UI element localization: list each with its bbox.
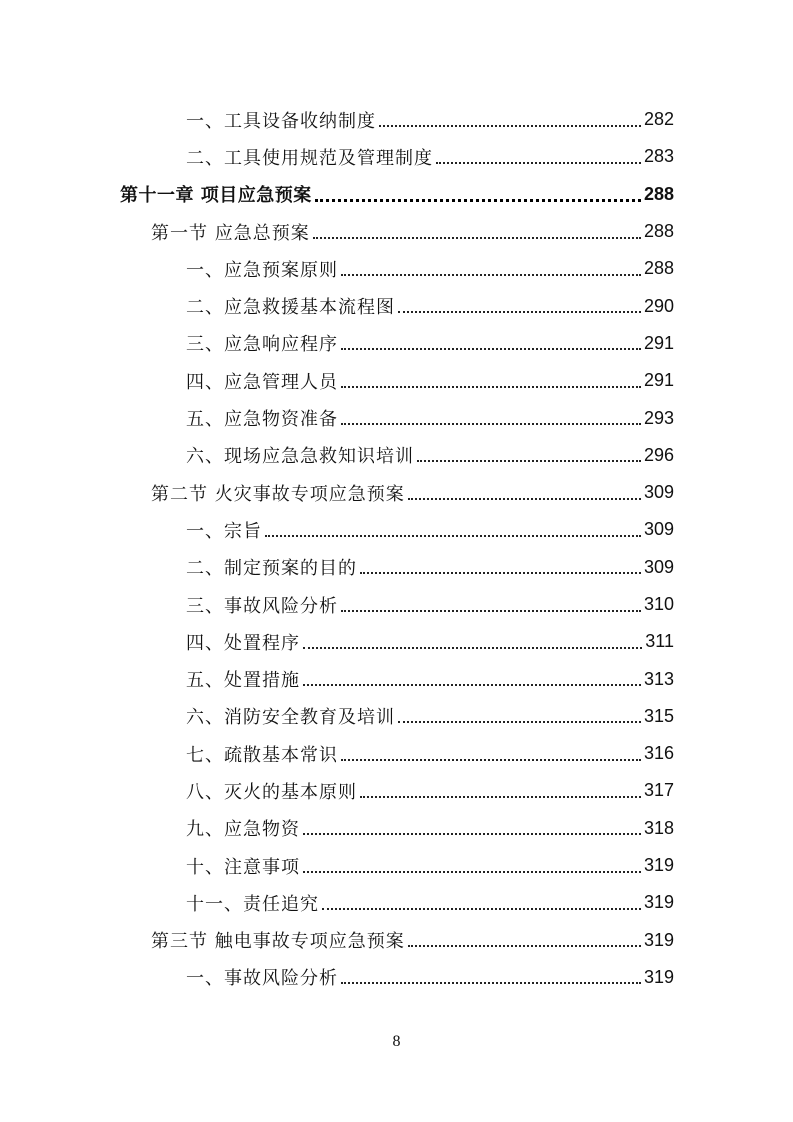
toc-entry-page: 288 bbox=[643, 221, 674, 242]
toc-item-entry[interactable] bbox=[0, 399, 793, 436]
toc-section-entry[interactable] bbox=[0, 922, 793, 959]
toc-item-entry[interactable] bbox=[0, 660, 793, 697]
dot-leader bbox=[408, 498, 641, 500]
table-of-contents bbox=[0, 101, 793, 996]
toc-entry-label: 十一、责任追究 bbox=[186, 893, 319, 915]
toc-entry-label: 七、疏散基本常识 bbox=[186, 744, 338, 766]
dot-leader bbox=[436, 162, 641, 164]
toc-entry-label: 第三节 触电事故专项应急预案 bbox=[151, 931, 405, 953]
dot-leader bbox=[341, 386, 641, 388]
toc-item-entry[interactable] bbox=[0, 772, 793, 809]
toc-entry-label: 五、处置措施 bbox=[186, 670, 300, 692]
dot-leader bbox=[341, 982, 641, 984]
dot-leader bbox=[322, 908, 641, 910]
toc-entry-label: 二、工具使用规范及管理制度 bbox=[186, 147, 433, 169]
toc-entry-page: 290 bbox=[643, 295, 674, 316]
toc-entry-label: 一、宗旨 bbox=[186, 520, 262, 542]
page-number: 8 bbox=[392, 1033, 401, 1050]
toc-item-entry[interactable] bbox=[0, 437, 793, 474]
dot-leader bbox=[341, 759, 641, 761]
dot-leader bbox=[379, 125, 641, 127]
toc-entry-page: 288 bbox=[643, 183, 674, 204]
toc-item-entry[interactable] bbox=[0, 250, 793, 287]
dot-leader bbox=[398, 721, 641, 723]
toc-entry-label: 第二节 火灾事故专项应急预案 bbox=[151, 483, 405, 505]
toc-item-entry[interactable] bbox=[0, 810, 793, 847]
dot-leader bbox=[417, 460, 641, 462]
toc-item-entry[interactable] bbox=[0, 511, 793, 548]
toc-entry-page: 291 bbox=[643, 370, 674, 391]
toc-item-entry[interactable] bbox=[0, 362, 793, 399]
toc-chapter-entry[interactable] bbox=[0, 176, 793, 213]
toc-entry-page: 310 bbox=[643, 594, 674, 614]
toc-item-entry[interactable] bbox=[0, 735, 793, 772]
dot-leader bbox=[408, 945, 641, 947]
toc-entry-page: 319 bbox=[643, 929, 674, 950]
dot-leader bbox=[341, 423, 641, 425]
toc-entry-page: 313 bbox=[643, 668, 674, 689]
toc-entry-label: 十、注意事项 bbox=[186, 856, 300, 878]
toc-item-entry[interactable] bbox=[0, 698, 793, 735]
toc-entry-label: 第一节 应急总预案 bbox=[151, 222, 310, 244]
toc-entry-page: 283 bbox=[643, 146, 674, 167]
toc-entry-label: 四、处置程序 bbox=[186, 632, 300, 654]
dot-leader bbox=[315, 199, 641, 202]
toc-item-entry[interactable] bbox=[0, 959, 793, 996]
toc-entry-page: 311 bbox=[645, 631, 674, 652]
toc-item-entry[interactable] bbox=[0, 101, 793, 138]
toc-item-entry[interactable] bbox=[0, 287, 793, 324]
toc-entry-page: 319 bbox=[643, 966, 674, 987]
dot-leader bbox=[341, 348, 641, 350]
dot-leader bbox=[360, 572, 641, 574]
toc-entry-page: 317 bbox=[643, 780, 674, 801]
toc-entry-label: 第十一章 项目应急预案 bbox=[120, 185, 312, 207]
dot-leader bbox=[303, 871, 641, 873]
toc-entry-label: 二、应急救援基本流程图 bbox=[186, 297, 395, 319]
toc-entry-page: 309 bbox=[643, 556, 674, 577]
dot-leader bbox=[360, 796, 641, 798]
toc-entry-page: 293 bbox=[643, 407, 674, 428]
toc-entry-page: 318 bbox=[643, 817, 674, 838]
toc-entry-page: 319 bbox=[643, 855, 674, 876]
toc-entry-label: 三、应急响应程序 bbox=[186, 334, 338, 356]
toc-entry-label: 三、事故风险分析 bbox=[186, 595, 338, 617]
toc-entry-label: 六、现场应急急救知识培训 bbox=[186, 446, 414, 468]
toc-section-entry[interactable] bbox=[0, 213, 793, 250]
dot-leader bbox=[341, 610, 641, 612]
dot-leader bbox=[303, 833, 641, 835]
toc-section-entry[interactable] bbox=[0, 474, 793, 511]
toc-entry-page: 288 bbox=[643, 258, 674, 279]
toc-entry-label: 九、应急物资 bbox=[186, 819, 300, 841]
dot-leader bbox=[398, 311, 641, 313]
toc-item-entry[interactable] bbox=[0, 138, 793, 175]
toc-item-entry[interactable] bbox=[0, 884, 793, 921]
dot-leader bbox=[303, 684, 641, 686]
toc-entry-label: 一、应急预案原则 bbox=[186, 259, 338, 281]
dot-leader bbox=[341, 274, 641, 276]
toc-entry-page: 282 bbox=[643, 109, 674, 130]
toc-entry-page: 319 bbox=[643, 892, 674, 913]
dot-leader bbox=[303, 647, 642, 649]
toc-item-entry[interactable] bbox=[0, 586, 793, 623]
toc-item-entry[interactable] bbox=[0, 847, 793, 884]
toc-item-entry[interactable] bbox=[0, 549, 793, 586]
toc-entry-label: 五、应急物资准备 bbox=[186, 409, 338, 431]
toc-entry-label: 一、工具设备收纳制度 bbox=[186, 110, 376, 132]
toc-entry-label: 四、应急管理人员 bbox=[186, 371, 338, 393]
dot-leader bbox=[265, 535, 641, 537]
toc-entry-page: 315 bbox=[643, 705, 674, 726]
toc-item-entry[interactable] bbox=[0, 623, 793, 660]
toc-entry-page: 316 bbox=[643, 743, 674, 764]
dot-leader bbox=[313, 237, 641, 239]
toc-entry-page: 296 bbox=[643, 444, 674, 465]
toc-entry-label: 八、灭火的基本原则 bbox=[186, 781, 357, 803]
toc-entry-label: 二、制定预案的目的 bbox=[186, 558, 357, 580]
toc-item-entry[interactable] bbox=[0, 325, 793, 362]
toc-entry-label: 一、事故风险分析 bbox=[186, 968, 338, 990]
toc-entry-page: 309 bbox=[643, 482, 674, 503]
toc-entry-page: 309 bbox=[643, 519, 674, 540]
toc-entry-page: 291 bbox=[643, 332, 674, 353]
toc-entry-label: 六、消防安全教育及培训 bbox=[186, 707, 395, 729]
